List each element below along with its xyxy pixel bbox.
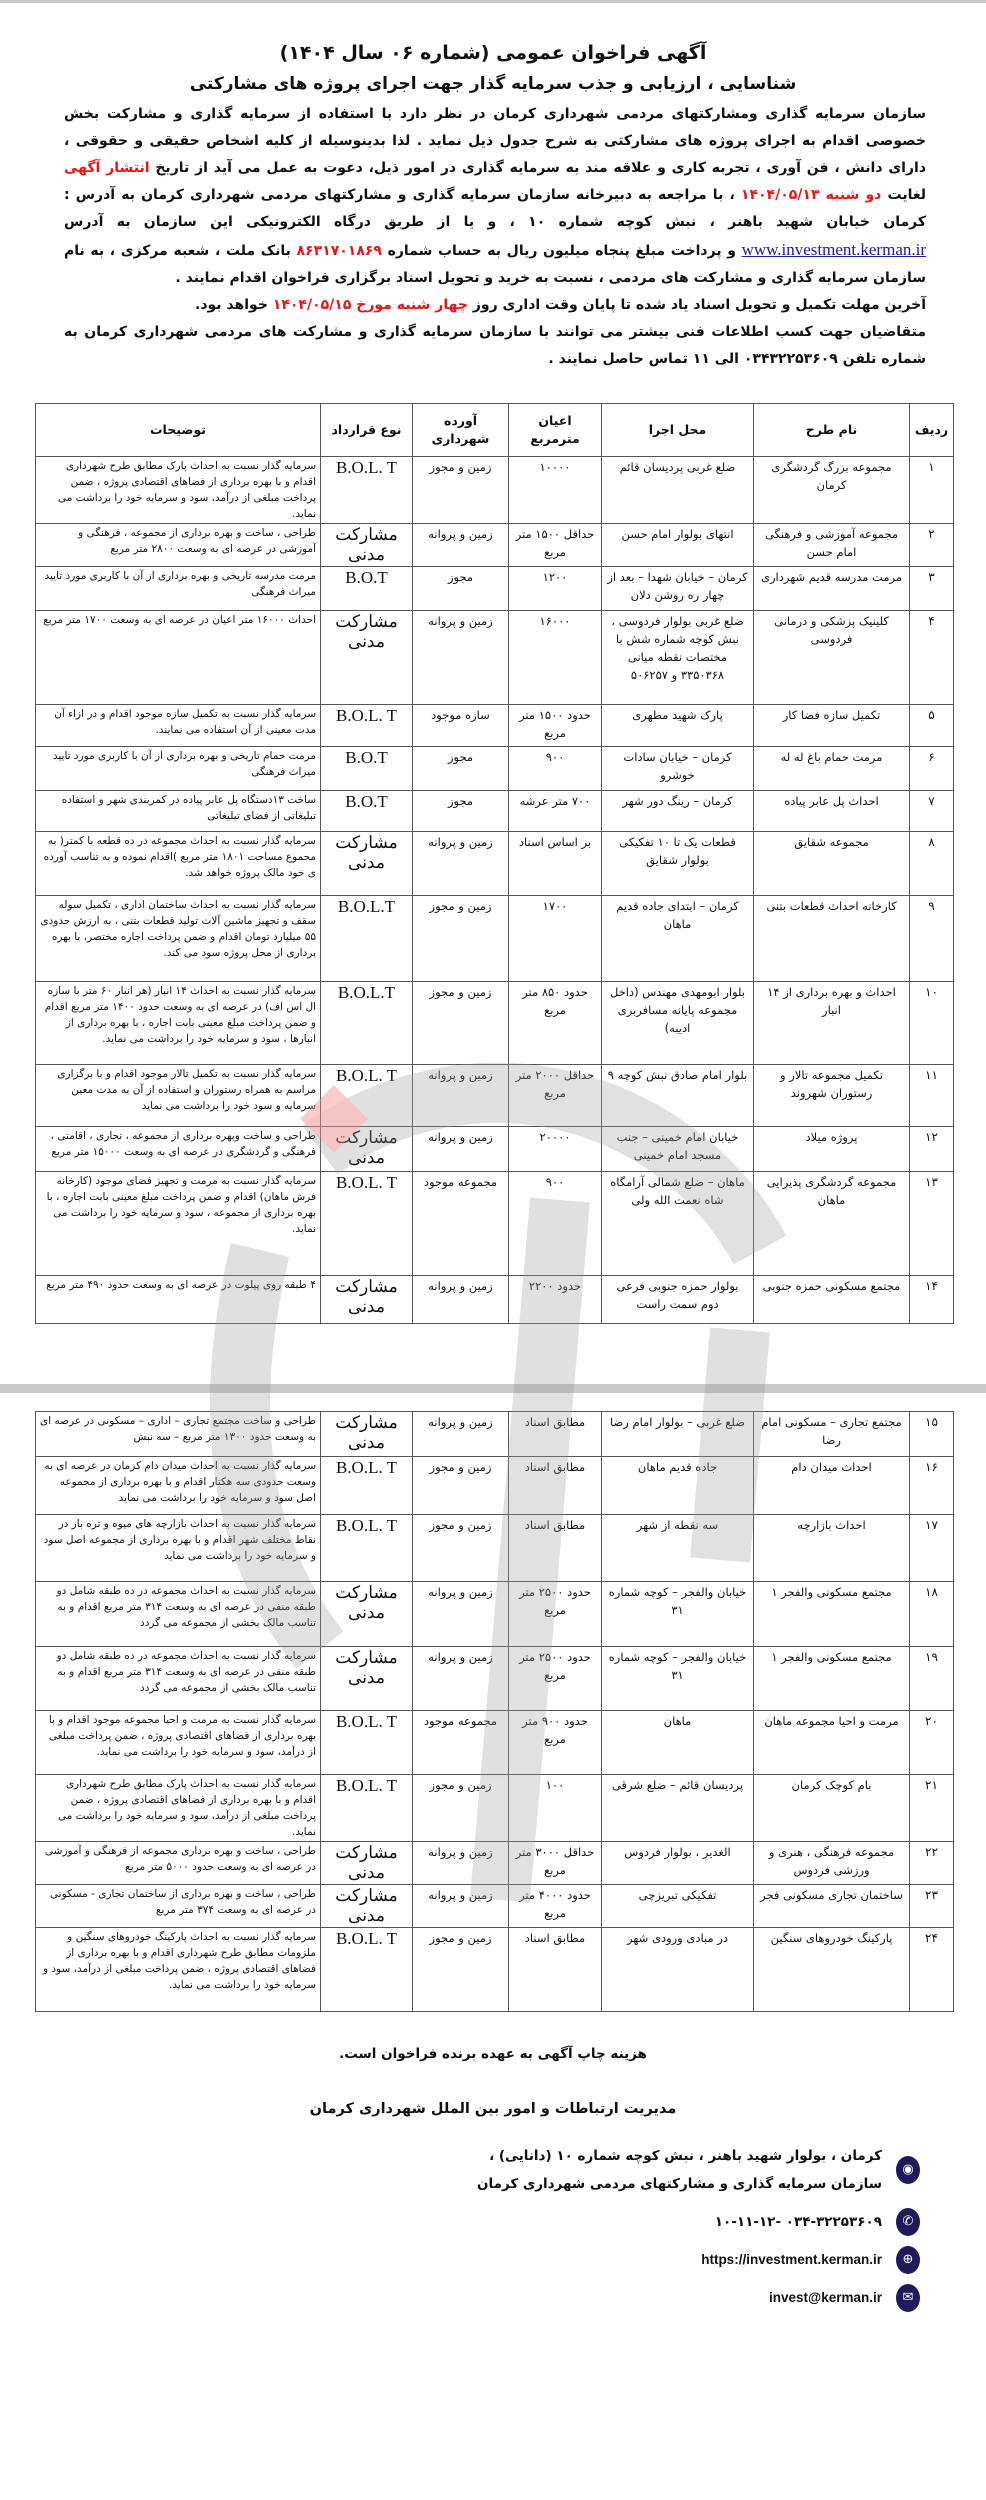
intro-text: سازمان سرمایه گذاری ومشارکتهای مردمی شهرداری کرمان در نظر دارد با استفاده از سرمایه گذاری و مشارکت بخش خصوصی اقدام به اجرای پروژه های مشارکتی به شرح جدول ذیل نماید . لذا بدینوسیله از کلیه اشخاص حقیقی و حقوقی ، دارای دانش ، فن آوری ، تجربه کاری و علاقه مند به سرمایه گذاری در امور ذیل، دعوت به عمل می آید از تاریخ (64, 106, 927, 176)
cell-location: خیابان والفجر – کوچه شماره ۳۱ (602, 1647, 754, 1711)
cell-location: الغدیر ، بولوار فردوس (602, 1842, 754, 1885)
phone-row (0, 2208, 920, 2236)
cell-area: مطابق اسناد (509, 1928, 602, 2012)
cell-share: مجوز (413, 567, 509, 611)
table-row (36, 982, 954, 1065)
cell-name: کلینیک پزشکی و درمانی فردوسی (754, 611, 910, 705)
table-row (36, 832, 954, 896)
cell-desc: سرمایه گذار نسبت به احداث مجموعه در ده قطعه با کمتر( به مجموع مساحت ۱۸۰۱ متر مربع )اقدام نموده و به تناسب آورده ی خود مالک پروژه خواهد شد. (36, 832, 321, 896)
table-row (36, 747, 954, 791)
cell-desc: طراحی ، ساخت و بهره برداری مجموعه از فرهنگی و آموزشی در عرصه ای به وسعت حدود ۵۰۰۰ متر مربع (36, 1842, 321, 1885)
cell-name: احداث میدان دام (754, 1457, 910, 1515)
location-pin-icon: ◉ (896, 2156, 920, 2184)
cell-contract: مشارکت مدنی (321, 524, 413, 567)
cell-name: مرمت حمام باغ له له (754, 747, 910, 791)
cell-share: مجوز (413, 791, 509, 832)
cell-num: ۲۴ (910, 1928, 954, 2012)
cell-num: ۱ (910, 457, 954, 524)
cell-share: زمین و پروانه (413, 1127, 509, 1172)
table-row (36, 1775, 954, 1842)
cell-contract: B.O.L. T (321, 457, 413, 524)
cell-desc: سرمایه گذار نسبت به احداث پارک مطابق طرح شهرداری اقدام و با بهره برداری از فضاهای اقتصادی پروژه ، ضمن پرداخت مبلغی از درآمد، سود و سرمایه خود را برداشت می نماید. (36, 457, 321, 524)
cell-contract: مشارکت مدنی (321, 1842, 413, 1885)
cell-location: کرمان – خیابان شهدا – بعد از چهار ره روشن دلان (602, 567, 754, 611)
cell-share: زمین و مجوز (413, 1457, 509, 1515)
table-row (36, 567, 954, 611)
table-row (36, 611, 954, 705)
contact-paragraph: متقاضیان جهت کسب اطلاعات فنی بیشتر می توانند با سازمان سرمایه گذاری و مشارکت های مردمی شهرداری کرمان به شماره تلفن ۰۳۴۳۲۲۵۳۶۰۹ الی ۱۱ تماس حاصل نمایند . (64, 324, 926, 367)
page-divider (0, 1384, 986, 1393)
website-url[interactable]: https://investment.kerman.ir (701, 2252, 882, 2267)
cell-name: تکمیل سازه فضا کار (754, 705, 910, 747)
cell-share: زمین و پروانه (413, 524, 509, 567)
cell-share: زمین و پروانه (413, 1842, 509, 1885)
cell-name: مجموعه آموزشی و فرهنگی امام حسن (754, 524, 910, 567)
table-row (36, 1647, 954, 1711)
table-row (36, 1711, 954, 1775)
table-row (36, 1515, 954, 1582)
table-row (36, 1412, 954, 1457)
cell-share: زمین و پروانه (413, 1647, 509, 1711)
projects-table-part1 (35, 403, 954, 1324)
cell-name: مجتمع مسکونی والفجر ۱ (754, 1647, 910, 1711)
cell-share: زمین و پروانه (413, 1582, 509, 1647)
cell-contract: B.O.T (321, 567, 413, 611)
cell-desc: ساخت ۱۳دستگاه پل عابر پیاده در کمربندی شهر و استفاده تبلیغاتی از فضای تبلیغاتی (36, 791, 321, 832)
cell-share: زمین و پروانه (413, 1412, 509, 1457)
cell-location: در مبادی ورودی شهر (602, 1928, 754, 2012)
cell-location: جاده قدیم ماهان (602, 1457, 754, 1515)
intro-paragraph (64, 101, 926, 292)
table-row (36, 896, 954, 982)
cell-area: ۹۰۰ (509, 1172, 602, 1276)
cell-name: بام کوچک کرمان (754, 1775, 910, 1842)
cell-location: ماهان – ضلع شمالی آرامگاه شاه نعمت الله ولی (602, 1172, 754, 1276)
cell-area: مطابق اسناد (509, 1515, 602, 1582)
table-row (36, 705, 954, 747)
cell-num: ۱۵ (910, 1412, 954, 1457)
cell-location: ضلع غربی – بولوار امام رضا (602, 1412, 754, 1457)
print-cost-note: هزینه چاپ آگهی به عهده برنده فراخوان است. (339, 2046, 647, 2062)
cell-name: مجتمع مسکونی حمزه جنوبی (754, 1276, 910, 1324)
cell-location: خیابان امام خمینی – جنب مسجد امام خمینی (602, 1127, 754, 1172)
website-row (0, 2246, 920, 2274)
cell-area: ۱۶۰۰۰ (509, 611, 602, 705)
cell-num: ۱۷ (910, 1515, 954, 1582)
cell-share: زمین و پروانه (413, 1276, 509, 1324)
deadline-date: چهار شنبه مورخ ۱۴۰۴/۰۵/۱۵ (272, 297, 468, 313)
table-row (36, 1885, 954, 1928)
cell-contract: مشارکت مدنی (321, 1127, 413, 1172)
cell-name: مجموعه گردشگری پذیرایی ماهان (754, 1172, 910, 1276)
cell-area: ۱۰۰ (509, 1775, 602, 1842)
document-content (0, 39, 986, 2312)
cell-num: ۱۸ (910, 1582, 954, 1647)
cell-location: بلوار ابومهدی مهندس (داخل مجموعه پایانه مسافربری ادیبه) (602, 982, 754, 1065)
table-row (36, 1172, 954, 1276)
cell-contract: B.O.L.T (321, 896, 413, 982)
cell-num: ۵ (910, 705, 954, 747)
cell-contract: B.O.L. T (321, 1065, 413, 1127)
cell-desc: سرمایه گذار نسبت به احداث پارکینگ خودروهای سنگین و ملزومات مطابق طرح شهرداری اقدام و با بهره برداری از فضاهای اقتصادی پروژه ، ضمن پرداخت مبلغی از درآمد، سود و سرمایه خود را برداشت می نماید. (36, 1928, 321, 2012)
cell-share: مجموعه موجود (413, 1172, 509, 1276)
cell-desc: احداث ۱۶۰۰۰ متر اعیان در عرصه ای به وسعت ۱۷۰۰ متر مربع (36, 611, 321, 705)
cell-contract: B.O.L. T (321, 1711, 413, 1775)
cell-share: مجموعه موجود (413, 1711, 509, 1775)
cell-num: ۱۰ (910, 982, 954, 1065)
cell-area: حداقل ۱۵۰۰ متر مربع (509, 524, 602, 567)
cell-location: قطعات یک تا ۱۰ تفکیکی بولوار شقایق (602, 832, 754, 896)
cell-desc: طراحی ، ساخت و بهره برداری از مجموعه ، فرهنگی و آموزشی در عرصه ای به وسعت ۲۸۰۰ متر مربع (36, 524, 321, 567)
table-row (36, 1842, 954, 1885)
cell-location: کرمان – رینگ دور شهر (602, 791, 754, 832)
cell-location: پردیسان قائم – ضلع شرقی (602, 1775, 754, 1842)
cell-location: پارک شهید مطهری (602, 705, 754, 747)
column-header-area: اعیان مترمربع (509, 404, 602, 457)
phone-number: ۰۳۴-۳۲۲۵۳۶۰۹ -۱۰-۱۱-۱۲ (714, 2214, 882, 2230)
table-row (36, 457, 954, 524)
table-row (36, 524, 954, 567)
cell-name: مجموعه بزرگ گردشگری کرمان (754, 457, 910, 524)
column-header-name: نام طرح (754, 404, 910, 457)
cell-contract: مشارکت مدنی (321, 1885, 413, 1928)
globe-icon: ⊕ (896, 2246, 920, 2274)
cell-area: حداقل ۲۰۰۰ متر مربع (509, 1065, 602, 1127)
cell-location: بلوار امام صادق نبش کوچه ۹ (602, 1065, 754, 1127)
cell-contract: مشارکت مدنی (321, 1582, 413, 1647)
cell-contract: مشارکت مدنی (321, 1412, 413, 1457)
intro-text-bank: بانک ملت ، شعبه مرکزی ، به نام سازمان سرمایه گذاری و مشارکت های مردمی ، نسبت به خرید و تحویل اسناد برگزاری فراخوان اقدام نمایند . (64, 243, 926, 286)
signature: مدیریت ارتباطات و امور بین الملل شهرداری کرمان (309, 2101, 677, 2117)
cell-area: مطابق اسناد (509, 1457, 602, 1515)
cell-num: ۳ (910, 567, 954, 611)
column-header-share: آورده شهرداری (413, 404, 509, 457)
cell-desc: سرمایه گذار نسبت به احداث مجموعه در ده طبقه شامل دو طبقه منفی در عرصه ای به وسعت ۳۱۴ متر مربع اقدام و به تناسب مالک بخشی از مجموعه می گردد (36, 1647, 321, 1711)
cell-location: ضلع غربی بولوار فردوسی ، نبش کوچه شماره شش با مختصات نقطه میانی ۳۳۵۰۳۶۸ و ۵۰۶۲۵۷ (602, 611, 754, 705)
address-line-2: سازمان سرمایه گذاری و مشارکتهای مردمی شهرداری کرمان (477, 2176, 882, 2192)
cell-name: احداث بازارچه (754, 1515, 910, 1582)
table-row (36, 791, 954, 832)
cell-contract: مشارکت مدنی (321, 1647, 413, 1711)
email-row (0, 2284, 920, 2312)
table-row (36, 1928, 954, 2012)
cell-desc: سرمایه گذار نسبت به مرمت و تجهیز فضای موجود (کارخانه فرش ماهان) اقدام و ضمن پرداخت مبلغ معینی بابت اجاره ، با بهره برداری از مجموعه ، سود و سرمایه خود را برداشت می نماید. (36, 1172, 321, 1276)
cell-num: ۲۰ (910, 1711, 954, 1775)
publish-label: انتشار آگهی (64, 160, 150, 176)
cell-location: ضلع غربی پردیسان قائم (602, 457, 754, 524)
cell-name: مجموعه شقایق (754, 832, 910, 896)
projects-table-part2 (35, 1411, 954, 2012)
cell-desc: سرمایه گذار نسبت به احداث میدان دام کرمان در عرصه ای به وسعت حدودی سه هکتار اقدام و با بهره برداری از مجموعه اصل سود و سرمایه خود را برداشت می نماید (36, 1457, 321, 1515)
cell-contract: B.O.L. T (321, 1515, 413, 1582)
cell-num: ۱۴ (910, 1276, 954, 1324)
cell-name: پارکینگ خودروهای سنگین (754, 1928, 910, 2012)
email-address[interactable]: invest@kerman.ir (769, 2290, 882, 2305)
cell-num: ۱۱ (910, 1065, 954, 1127)
cell-share: زمین و پروانه (413, 832, 509, 896)
cell-desc: سرمایه گذار نسبت به احداث ۱۴ انبار (هر انبار ۶۰ متر با سازه ال اس اف) در عرصه ای به وسعت حدود ۱۴۰۰ متر مربع اقدام و ضمن پرداخت مبلغ معینی بابت اجاره ، با بهره برداری از انبارها ، سود و سرمایه خود را برداشت می نماید. (36, 982, 321, 1065)
cell-desc: مرمت مدرسه تاریخی و بهره برداری از آن با کاربری مورد تایید میراث فرهنگی (36, 567, 321, 611)
cell-contract: B.O.L.T (321, 982, 413, 1065)
table-row (36, 1582, 954, 1647)
column-header-num: ردیف (910, 404, 954, 457)
cell-name: احداث پل عابر پیاده (754, 791, 910, 832)
intro-text-until: لغایت (887, 187, 926, 203)
cell-desc: سرمایه گذار نسبت به احداث بازارچه های میوه و تره بار در نقاط مختلف شهر اقدام و با بهره برداری از مجموعه اصل سود و سرمایه خود را برداشت می نماید (36, 1515, 321, 1582)
cell-num: ۶ (910, 747, 954, 791)
cell-share: زمین و پروانه (413, 611, 509, 705)
column-header-contract: نوع قرارداد (321, 404, 413, 457)
cell-share: سازه موجود (413, 705, 509, 747)
cell-share: زمین و مجوز (413, 457, 509, 524)
cell-name: تکمیل مجموعه تالار و رستوران شهروند (754, 1065, 910, 1127)
cell-area: حداقل ۳۰۰۰ متر مربع (509, 1842, 602, 1885)
cell-desc: طراحی و ساخت وبهره برداری از مجموعه ، تجاری ، اقامتی ، فرهنگی و گردشگری در عرصه ای به وسعت ۱۵۰۰۰ متر مربع (36, 1127, 321, 1172)
cell-num: ۱۹ (910, 1647, 954, 1711)
cell-location: انتهای بولوار امام حسن (602, 524, 754, 567)
phone-icon: ✆ (896, 2208, 920, 2236)
page-subtitle: شناسایی ، ارزیابی و جذب سرمایه گذار جهت اجرای پروژه های مشارکتی (189, 74, 797, 94)
table-row (36, 1457, 954, 1515)
cell-contract: B.O.L. T (321, 1928, 413, 2012)
cell-location: ماهان (602, 1711, 754, 1775)
cell-desc: سرمایه گذار نسبت به احداث مجموعه در ده طبقه شامل دو طبقه منفی در عرصه ای به وسعت ۳۱۴ متر مربع اقدام و به تناسب مالک بخشی از مجموعه می گردد (36, 1582, 321, 1647)
cell-desc: سرمایه گذار نسبت به احداث پارک مطابق طرح شهرداری اقدام و با بهره برداری از فضاهای اقتصادی پروژه ، ضمن پرداخت مبلغی از درآمد، سود و سرمایه خود را برداشت می نماید. (36, 1775, 321, 1842)
cell-desc: سرمایه گذار نسبت به احداث ساختمان اداری ، تکمیل سوله سقف و تجهیز ماشین آلات تولید قطعات بتنی ، به ارزش حدودی ۵۵ میلیارد تومان اقدام و ضمن پرداخت اجاره مختصر، با بهره برداری از محل پروژه سود می کند. (36, 896, 321, 982)
cell-desc: سرمایه گذار نسبت به تکمیل تالار موجود اقدام و با برگزاری مراسم به همراه رستوران و استفاده از آن به مدت معین سرمایه و سود خود را برداشت می نماید (36, 1065, 321, 1127)
cell-name: ساختمان تجاری مسکونی فجر (754, 1885, 910, 1928)
cell-contract: B.O.L. T (321, 1172, 413, 1276)
table-row (36, 1127, 954, 1172)
cell-share: زمین و مجوز (413, 896, 509, 982)
start-date: دو شنبه ۱۴۰۴/۰۵/۱۳ (740, 187, 882, 203)
cell-location: کرمان – خیابان سادات خوشرو (602, 747, 754, 791)
cell-desc: سرمایه گذار نسبت به مرمت و احیا مجموعه موجود اقدام و با بهره برداری از فضاهای اقتصادی پروژه ، ضمن پرداخت مبلغی از درآمد، سود و سرمایه خود را برداشت می نماید. (36, 1711, 321, 1775)
cell-area: مطابق اسناد (509, 1412, 602, 1457)
cell-location: کرمان – ابتدای جاده قدیم ماهان (602, 896, 754, 982)
cell-num: ۲ (910, 524, 954, 567)
table-header-row (36, 404, 954, 457)
top-border (0, 0, 986, 3)
table-row (36, 1276, 954, 1324)
cell-contract: مشارکت مدنی (321, 832, 413, 896)
cell-name: مرمت مدرسه قدیم شهرداری (754, 567, 910, 611)
cell-name: مجموعه فرهنگی ، هنری و ورزشی فردوس (754, 1842, 910, 1885)
cell-name: کارخانه احداث قطعات بتنی (754, 896, 910, 982)
page-title: آگهی فراخوان عمومی (شماره ۰۶ سال ۱۴۰۴) (279, 42, 707, 64)
intro-text-payment: و پرداخت مبلغ پنجاه میلیون ریال به حساب شماره (387, 243, 736, 259)
cell-num: ۹ (910, 896, 954, 982)
cell-name: مجتمع مسکونی والفجر ۱ (754, 1582, 910, 1647)
account-number: ۸۶۳۱۷۰۱۸۶۹ (296, 243, 382, 259)
cell-area: ۱۲۰۰ (509, 567, 602, 611)
cell-location: سه نقطه از شهر (602, 1515, 754, 1582)
cell-desc: ۴ طبقه روی پیلوت در عرصه ای به وسعت حدود ۴۹۰ متر مربع (36, 1276, 321, 1324)
cell-area: حدود ۹۰۰ متر مربع (509, 1711, 602, 1775)
cell-share: زمین و مجوز (413, 1515, 509, 1582)
mail-icon: ✉ (896, 2284, 920, 2312)
cell-num: ۲۲ (910, 1842, 954, 1885)
intro-text-address: ، با مراجعه به دبیرخانه سازمان سرمایه گذاری و مشارکتهای مردمی شهرداری کرمان به آدرس : کرمان خیابان شهید باهنر ، نبش کوچه شماره ۱۰ ، و یا از طریق درگاه الکترونیکی این سازمان به آدرس (64, 187, 926, 230)
cell-contract: B.O.L. T (321, 705, 413, 747)
address-row (0, 2142, 920, 2198)
cell-share: زمین و مجوز (413, 1928, 509, 2012)
deadline-text: آخرین مهلت تکمیل و تحویل اسناد یاد شده تا پایان وقت اداری روز (472, 297, 926, 313)
cell-contract: B.O.L. T (321, 1775, 413, 1842)
cell-share: زمین و مجوز (413, 982, 509, 1065)
cell-contract: مشارکت مدنی (321, 1276, 413, 1324)
column-header-desc: توضیحات (36, 404, 321, 457)
cell-name: پروژه میلاد (754, 1127, 910, 1172)
cell-contract: B.O.L. T (321, 1457, 413, 1515)
cell-area: حدود ۲۲۰۰ (509, 1276, 602, 1324)
cell-desc: طراحی ، ساخت و بهره برداری از ساختمان تجاری - مسکونی در عرصه ای به وسعت ۳۷۴ متر مربع (36, 1885, 321, 1928)
cell-share: زمین و پروانه (413, 1885, 509, 1928)
cell-area: حدود ۸۵۰ متر مربع (509, 982, 602, 1065)
cell-area: ۷۰۰ متر عرشه (509, 791, 602, 832)
cell-num: ۴ (910, 611, 954, 705)
cell-desc: سرمایه گذار نسبت به تکمیل سازه موجود اقدام و در ازاء آن مدت معینی از آن استفاده می نمایند. (36, 705, 321, 747)
deadline-paragraph (64, 292, 926, 319)
cell-contract: مشارکت مدنی (321, 611, 413, 705)
cell-share: زمین و مجوز (413, 1775, 509, 1842)
cell-name: احداث و بهره برداری از ۱۴ انبار (754, 982, 910, 1065)
cell-contract: B.O.T (321, 791, 413, 832)
website-link[interactable]: www.investment.kerman.ir (741, 240, 926, 259)
cell-num: ۷ (910, 791, 954, 832)
cell-name: مجتمع تجاری – مسکونی امام رضا (754, 1412, 910, 1457)
cell-area: ۱۷۰۰ (509, 896, 602, 982)
column-header-location: محل اجرا (602, 404, 754, 457)
cell-num: ۱۶ (910, 1457, 954, 1515)
cell-desc: مرمت حمام تاریخی و بهره برداری از آن با کاربری مورد تایید میراث فرهنگی (36, 747, 321, 791)
cell-area: ۹۰۰ (509, 747, 602, 791)
cell-location: خیابان والفجر – کوچه شماره ۳۱ (602, 1582, 754, 1647)
cell-num: ۸ (910, 832, 954, 896)
cell-share: زمین و پروانه (413, 1065, 509, 1127)
cell-area: حدود ۲۵۰۰ متر مربع (509, 1582, 602, 1647)
cell-num: ۱۲ (910, 1127, 954, 1172)
cell-num: ۲۱ (910, 1775, 954, 1842)
cell-area: بر اساس اسناد (509, 832, 602, 896)
cell-location: تفکیکی تبریزچی (602, 1885, 754, 1928)
cell-desc: طراحی و ساخت مجتمع تجاری – اداری – مسکونی در عرصه ای به وسعت حدود ۱۳۰۰ متر مربع – سه نبش (36, 1412, 321, 1457)
cell-area: ۱۰۰۰۰ (509, 457, 602, 524)
cell-name: مرمت و احیا مجموعه ماهان (754, 1711, 910, 1775)
address-line-1: کرمان ، بولوار شهید باهنر ، نبش کوچه شماره ۱۰ (دانایی) ، (489, 2148, 882, 2164)
cell-num: ۲۳ (910, 1885, 954, 1928)
cell-area: حدود ۱۵۰۰ متر مربع (509, 705, 602, 747)
cell-area: حدود ۴۰۰۰ متر مربع (509, 1885, 602, 1928)
cell-num: ۱۳ (910, 1172, 954, 1276)
cell-share: مجوز (413, 747, 509, 791)
address (477, 2142, 882, 2198)
table-row (36, 1065, 954, 1127)
cell-area: حدود ۲۵۰۰ متر مربع (509, 1647, 602, 1711)
cell-area: ۲۰۰۰۰ (509, 1127, 602, 1172)
cell-location: بولوار حمزه جنوبی فرعی دوم سمت راست (602, 1276, 754, 1324)
cell-contract: B.O.T (321, 747, 413, 791)
deadline-text-end: خواهد بود. (195, 297, 268, 313)
